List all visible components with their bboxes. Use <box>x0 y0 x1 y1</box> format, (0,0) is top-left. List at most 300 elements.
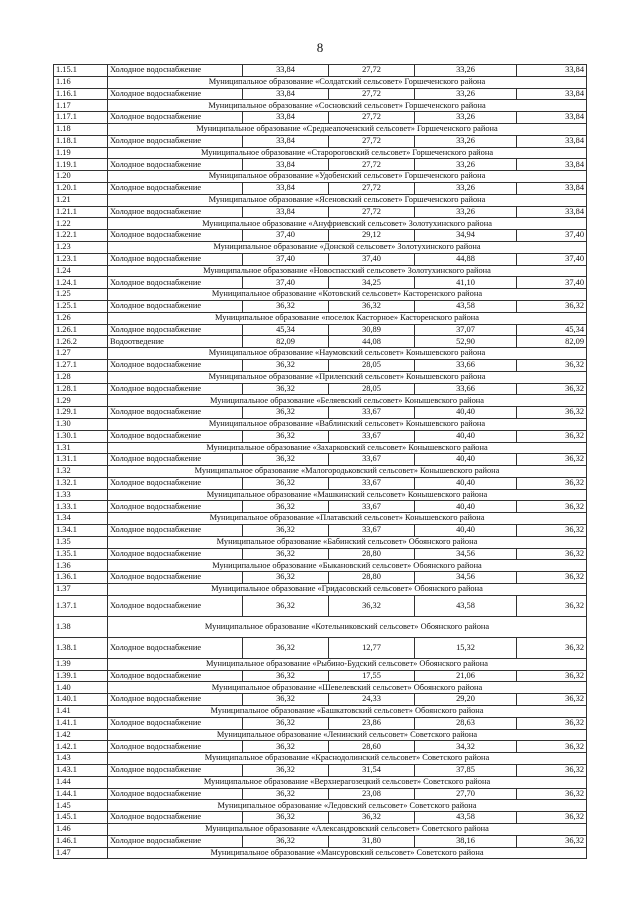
row-code: 1.40 <box>54 682 108 694</box>
municipality-name: Муниципальное образование «Башкатовский сельсовет» Обоянского района <box>108 706 587 718</box>
tariff-value-3: 21,06 <box>415 670 517 682</box>
municipality-heading-row <box>54 513 587 525</box>
tariff-value-1: 37,40 <box>243 253 329 265</box>
tariff-value-3: 34,56 <box>415 548 517 560</box>
municipality-name: Муниципальное образование «Ленинский сельсовет» Советского района <box>108 729 587 741</box>
row-code: 1.39 <box>54 658 108 670</box>
municipality-name: Муниципальное образование «Малогородьковский сельсовет» Конышевского района <box>108 466 587 478</box>
tariff-row <box>54 501 587 513</box>
row-code: 1.30 <box>54 418 108 430</box>
tariff-value-2: 27,72 <box>329 135 415 147</box>
tariff-value-3: 40,40 <box>415 525 517 537</box>
row-code: 1.27.1 <box>54 359 108 371</box>
service-name: Холодное водоснабжение <box>108 670 243 682</box>
row-code: 1.31.1 <box>54 454 108 466</box>
tariff-value-1: 36,32 <box>243 359 329 371</box>
tariff-row <box>54 454 587 466</box>
tariff-row <box>54 430 587 442</box>
municipality-heading-row <box>54 466 587 478</box>
tariff-row <box>54 88 587 100</box>
tariff-value-2: 33,67 <box>329 501 415 513</box>
tariff-value-3: 33,26 <box>415 159 517 171</box>
municipality-heading-row <box>54 171 587 183</box>
tariff-value-2: 28,05 <box>329 359 415 371</box>
tariff-value-3: 41,10 <box>415 277 517 289</box>
service-name: Холодное водоснабжение <box>108 595 243 616</box>
service-name: Холодное водоснабжение <box>108 230 243 242</box>
tariff-value-1: 36,32 <box>243 788 329 800</box>
row-code: 1.28.1 <box>54 383 108 395</box>
tariff-row <box>54 407 587 419</box>
tariff-value-3: 15,32 <box>415 637 517 658</box>
municipality-name: Муниципальное образование «Мансуровский сельсовет» Советского района <box>108 847 587 859</box>
service-name: Холодное водоснабжение <box>108 383 243 395</box>
tariff-value-3: 34,56 <box>415 572 517 584</box>
municipality-heading-row <box>54 489 587 501</box>
row-code: 1.47 <box>54 847 108 859</box>
tariff-value-3: 33,26 <box>415 65 517 77</box>
municipality-heading-row <box>54 729 587 741</box>
municipality-name: Муниципальное образование «Рыбино-Будский сельсовет» Обоянского района <box>108 658 587 670</box>
row-code: 1.40.1 <box>54 694 108 706</box>
tariff-value-2: 28,60 <box>329 741 415 753</box>
tariff-value-4: 36,32 <box>517 548 587 560</box>
tariff-value-2: 12,77 <box>329 637 415 658</box>
tariff-value-4: 36,32 <box>517 595 587 616</box>
tariff-value-4: 36,32 <box>517 501 587 513</box>
row-code: 1.16.1 <box>54 88 108 100</box>
tariff-value-1: 36,32 <box>243 835 329 847</box>
tariff-value-4: 33,84 <box>517 65 587 77</box>
service-name: Холодное водоснабжение <box>108 501 243 513</box>
service-name: Холодное водоснабжение <box>108 159 243 171</box>
municipality-heading-row <box>54 616 587 637</box>
page-number: 8 <box>316 40 324 55</box>
tariff-value-2: 31,80 <box>329 835 415 847</box>
tariff-value-2: 44,08 <box>329 336 415 348</box>
service-name: Холодное водоснабжение <box>108 812 243 824</box>
tariff-value-1: 45,34 <box>243 324 329 336</box>
municipality-name: Муниципальное образование «Ясеновский сельсовет» Горшеченского района <box>108 194 587 206</box>
municipality-name: Муниципальное образование «Ваблинский сельсовет» Конышевского района <box>108 418 587 430</box>
tariff-value-2: 27,72 <box>329 112 415 124</box>
tariff-value-2: 28,80 <box>329 572 415 584</box>
tariff-value-1: 33,84 <box>243 182 329 194</box>
service-name: Холодное водоснабжение <box>108 835 243 847</box>
tariff-row <box>54 112 587 124</box>
tariff-value-4: 37,40 <box>517 253 587 265</box>
tariff-value-3: 33,26 <box>415 206 517 218</box>
municipality-name: Муниципальное образование «Машкинский сельсовет» Конышевского района <box>108 489 587 501</box>
tariff-row <box>54 694 587 706</box>
service-name: Холодное водоснабжение <box>108 112 243 124</box>
tariff-value-3: 33,26 <box>415 112 517 124</box>
tariff-value-2: 27,72 <box>329 159 415 171</box>
tariff-value-2: 33,67 <box>329 454 415 466</box>
row-code: 1.43 <box>54 753 108 765</box>
service-name: Холодное водоснабжение <box>108 572 243 584</box>
tariff-value-4: 36,32 <box>517 454 587 466</box>
row-code: 1.27 <box>54 348 108 360</box>
tariff-value-4: 36,32 <box>517 741 587 753</box>
tariff-value-2: 24,33 <box>329 694 415 706</box>
service-name: Холодное водоснабжение <box>108 694 243 706</box>
tariff-value-2: 27,72 <box>329 65 415 77</box>
tariff-value-3: 28,63 <box>415 717 517 729</box>
tariff-value-3: 33,26 <box>415 135 517 147</box>
tariff-value-1: 37,40 <box>243 230 329 242</box>
tariff-value-1: 33,84 <box>243 159 329 171</box>
tariff-value-3: 44,88 <box>415 253 517 265</box>
municipality-name: Муниципальное образование «Прилепский сельсовет» Конышевского района <box>108 371 587 383</box>
tariff-value-1: 36,32 <box>243 670 329 682</box>
tariff-value-4: 36,32 <box>517 525 587 537</box>
tariff-value-3: 33,26 <box>415 88 517 100</box>
tariff-row <box>54 300 587 312</box>
tariff-value-1: 33,84 <box>243 65 329 77</box>
row-code: 1.33.1 <box>54 501 108 513</box>
row-code: 1.32.1 <box>54 477 108 489</box>
tariff-row <box>54 65 587 77</box>
tariff-value-3: 33,26 <box>415 182 517 194</box>
row-code: 1.23 <box>54 241 108 253</box>
row-code: 1.38.1 <box>54 637 108 658</box>
row-code: 1.17.1 <box>54 112 108 124</box>
tariff-value-2: 30,89 <box>329 324 415 336</box>
municipality-heading-row <box>54 847 587 859</box>
tariff-value-4: 36,32 <box>517 835 587 847</box>
row-code: 1.46 <box>54 824 108 836</box>
municipality-heading-row <box>54 824 587 836</box>
tariff-value-3: 52,90 <box>415 336 517 348</box>
row-code: 1.19.1 <box>54 159 108 171</box>
municipality-name: Муниципальное образование «Удобенский сельсовет» Горшеченского района <box>108 171 587 183</box>
tariff-row <box>54 788 587 800</box>
tariff-value-2: 34,25 <box>329 277 415 289</box>
municipality-heading-row <box>54 194 587 206</box>
tariff-value-2: 23,86 <box>329 717 415 729</box>
row-code: 1.37.1 <box>54 595 108 616</box>
row-code: 1.42.1 <box>54 741 108 753</box>
tariff-value-3: 29,20 <box>415 694 517 706</box>
service-name: Холодное водоснабжение <box>108 253 243 265</box>
service-name: Холодное водоснабжение <box>108 548 243 560</box>
tariff-value-1: 36,32 <box>243 812 329 824</box>
service-name: Холодное водоснабжение <box>108 788 243 800</box>
row-code: 1.43.1 <box>54 765 108 777</box>
tariff-value-2: 33,67 <box>329 477 415 489</box>
service-name: Холодное водоснабжение <box>108 454 243 466</box>
row-code: 1.29 <box>54 395 108 407</box>
tariff-value-4: 36,32 <box>517 477 587 489</box>
tariff-value-1: 36,32 <box>243 637 329 658</box>
tariff-table-body <box>54 65 587 859</box>
tariff-row <box>54 670 587 682</box>
municipality-heading-row <box>54 123 587 135</box>
municipality-name: Муниципальное образование «Беляевский сельсовет» Конышевского района <box>108 395 587 407</box>
row-code: 1.28 <box>54 371 108 383</box>
tariff-row <box>54 277 587 289</box>
service-name: Холодное водоснабжение <box>108 717 243 729</box>
tariff-value-4: 36,32 <box>517 359 587 371</box>
row-code: 1.45.1 <box>54 812 108 824</box>
row-code: 1.29.1 <box>54 407 108 419</box>
service-name: Холодное водоснабжение <box>108 135 243 147</box>
row-code: 1.26.2 <box>54 336 108 348</box>
tariff-value-4: 37,40 <box>517 230 587 242</box>
tariff-value-2: 17,55 <box>329 670 415 682</box>
row-code: 1.44 <box>54 776 108 788</box>
tariff-row <box>54 477 587 489</box>
row-code: 1.23.1 <box>54 253 108 265</box>
service-name: Холодное водоснабжение <box>108 88 243 100</box>
tariff-value-2: 29,12 <box>329 230 415 242</box>
row-code: 1.19 <box>54 147 108 159</box>
tariff-value-4: 36,32 <box>517 670 587 682</box>
service-name: Холодное водоснабжение <box>108 407 243 419</box>
tariff-value-3: 40,40 <box>415 454 517 466</box>
row-code: 1.34 <box>54 513 108 525</box>
municipality-name: Муниципальное образование «поселок Касторное» Касторенского района <box>108 312 587 324</box>
tariff-value-3: 43,58 <box>415 300 517 312</box>
service-name: Холодное водоснабжение <box>108 182 243 194</box>
row-code: 1.21 <box>54 194 108 206</box>
municipality-name: Муниципальное образование «Краснодолинский сельсовет» Советского района <box>108 753 587 765</box>
municipality-heading-row <box>54 371 587 383</box>
municipality-heading-row <box>54 289 587 301</box>
row-code: 1.42 <box>54 729 108 741</box>
municipality-heading-row <box>54 658 587 670</box>
municipality-name: Муниципальное образование «Наумовский сельсовет» Конышевского района <box>108 348 587 360</box>
municipality-name: Муниципальное образование «Захарковский сельсовет» Конышевского района <box>108 442 587 454</box>
tariff-value-1: 36,32 <box>243 717 329 729</box>
municipality-heading-row <box>54 147 587 159</box>
tariff-value-3: 37,85 <box>415 765 517 777</box>
tariff-row <box>54 359 587 371</box>
tariff-value-1: 82,09 <box>243 336 329 348</box>
row-code: 1.20 <box>54 171 108 183</box>
tariff-value-4: 33,84 <box>517 88 587 100</box>
tariff-row <box>54 637 587 658</box>
municipality-heading-row <box>54 100 587 112</box>
tariff-value-3: 37,07 <box>415 324 517 336</box>
municipality-name: Муниципальное образование «Сосновский сельсовет» Горшеченского района <box>108 100 587 112</box>
tariff-value-1: 33,84 <box>243 112 329 124</box>
row-code: 1.31 <box>54 442 108 454</box>
municipality-name: Муниципальное образование «Котельниковский сельсовет» Обоянского района <box>108 616 587 637</box>
tariff-value-4: 36,32 <box>517 788 587 800</box>
tariff-value-1: 36,32 <box>243 477 329 489</box>
tariff-value-3: 43,58 <box>415 595 517 616</box>
tariff-value-1: 36,32 <box>243 525 329 537</box>
municipality-name: Муниципальное образование «Бабинский сельсовет» Обоянского района <box>108 536 587 548</box>
row-code: 1.36 <box>54 560 108 572</box>
tariff-row <box>54 741 587 753</box>
municipality-heading-row <box>54 348 587 360</box>
service-name: Водоотведение <box>108 336 243 348</box>
service-name: Холодное водоснабжение <box>108 430 243 442</box>
tariff-value-1: 37,40 <box>243 277 329 289</box>
municipality-name: Муниципальное образование «Александровский сельсовет» Советского района <box>108 824 587 836</box>
row-code: 1.22.1 <box>54 230 108 242</box>
tariff-value-4: 36,32 <box>517 300 587 312</box>
tariff-value-2: 27,72 <box>329 206 415 218</box>
municipality-heading-row <box>54 776 587 788</box>
municipality-heading-row <box>54 682 587 694</box>
tariff-row <box>54 812 587 824</box>
service-name: Холодное водоснабжение <box>108 765 243 777</box>
municipality-heading-row <box>54 706 587 718</box>
tariff-row <box>54 572 587 584</box>
row-code: 1.15.1 <box>54 65 108 77</box>
service-name: Холодное водоснабжение <box>108 359 243 371</box>
tariff-row <box>54 206 587 218</box>
tariff-row <box>54 525 587 537</box>
municipality-heading-row <box>54 395 587 407</box>
tariff-value-2: 31,54 <box>329 765 415 777</box>
tariff-row <box>54 383 587 395</box>
row-code: 1.17 <box>54 100 108 112</box>
row-code: 1.18 <box>54 123 108 135</box>
tariff-value-3: 40,40 <box>415 477 517 489</box>
row-code: 1.41.1 <box>54 717 108 729</box>
municipality-heading-row <box>54 536 587 548</box>
municipality-heading-row <box>54 312 587 324</box>
tariff-value-2: 37,40 <box>329 253 415 265</box>
tariff-value-3: 40,40 <box>415 501 517 513</box>
municipality-name: Муниципальное образование «Гридасовский сельсовет» Обоянского района <box>108 584 587 596</box>
tariff-value-1: 36,32 <box>243 548 329 560</box>
tariff-row <box>54 548 587 560</box>
tariff-row <box>54 159 587 171</box>
tariff-value-4: 45,34 <box>517 324 587 336</box>
row-code: 1.22 <box>54 218 108 230</box>
tariff-value-2: 33,67 <box>329 430 415 442</box>
row-code: 1.39.1 <box>54 670 108 682</box>
row-code: 1.30.1 <box>54 430 108 442</box>
tariff-table <box>53 64 587 859</box>
municipality-heading-row <box>54 265 587 277</box>
row-code: 1.33 <box>54 489 108 501</box>
tariff-value-1: 36,32 <box>243 694 329 706</box>
municipality-name: Муниципальное образование «Шевелевский сельсовет» Обоянского района <box>108 682 587 694</box>
tariff-value-2: 33,67 <box>329 525 415 537</box>
tariff-value-3: 33,66 <box>415 383 517 395</box>
row-code: 1.34.1 <box>54 525 108 537</box>
tariff-value-4: 36,32 <box>517 694 587 706</box>
tariff-value-4: 36,32 <box>517 717 587 729</box>
row-code: 1.35.1 <box>54 548 108 560</box>
service-name: Холодное водоснабжение <box>108 65 243 77</box>
tariff-value-2: 33,67 <box>329 407 415 419</box>
row-code: 1.38 <box>54 616 108 637</box>
service-name: Холодное водоснабжение <box>108 300 243 312</box>
tariff-value-4: 37,40 <box>517 277 587 289</box>
tariff-value-4: 36,32 <box>517 572 587 584</box>
row-code: 1.37 <box>54 584 108 596</box>
tariff-value-2: 23,08 <box>329 788 415 800</box>
tariff-value-4: 36,32 <box>517 383 587 395</box>
tariff-value-1: 36,32 <box>243 741 329 753</box>
tariff-value-3: 27,70 <box>415 788 517 800</box>
tariff-value-2: 36,32 <box>329 595 415 616</box>
tariff-value-3: 43,58 <box>415 812 517 824</box>
tariff-value-2: 28,80 <box>329 548 415 560</box>
tariff-value-2: 36,32 <box>329 812 415 824</box>
tariff-row <box>54 324 587 336</box>
row-code: 1.16 <box>54 76 108 88</box>
row-code: 1.44.1 <box>54 788 108 800</box>
tariff-value-1: 36,32 <box>243 430 329 442</box>
municipality-heading-row <box>54 218 587 230</box>
municipality-heading-row <box>54 800 587 812</box>
service-name: Холодное водоснабжение <box>108 206 243 218</box>
tariff-row <box>54 230 587 242</box>
tariff-row <box>54 835 587 847</box>
tariff-value-1: 36,32 <box>243 407 329 419</box>
tariff-row <box>54 765 587 777</box>
municipality-name: Муниципальное образование «Донской сельсовет» Золотухинского района <box>108 241 587 253</box>
tariff-value-1: 33,84 <box>243 135 329 147</box>
tariff-value-3: 40,40 <box>415 430 517 442</box>
municipality-heading-row <box>54 241 587 253</box>
tariff-value-1: 36,32 <box>243 572 329 584</box>
row-code: 1.25 <box>54 289 108 301</box>
municipality-name: Муниципальное образование «Новоспасский сельсовет» Золотухинского района <box>108 265 587 277</box>
municipality-name: Муниципальное образование «Среднеапоченский сельсовет» Горшеченского района <box>108 123 587 135</box>
tariff-row <box>54 135 587 147</box>
tariff-value-2: 36,32 <box>329 300 415 312</box>
row-code: 1.21.1 <box>54 206 108 218</box>
row-code: 1.26 <box>54 312 108 324</box>
tariff-value-4: 33,84 <box>517 112 587 124</box>
municipality-name: Муниципальное образование «Платавский сельсовет» Конышевского района <box>108 513 587 525</box>
tariff-value-2: 27,72 <box>329 182 415 194</box>
municipality-name: Муниципальное образование «Котовский сельсовет» Касторенского района <box>108 289 587 301</box>
tariff-value-3: 34,94 <box>415 230 517 242</box>
row-code: 1.26.1 <box>54 324 108 336</box>
tariff-row <box>54 182 587 194</box>
row-code: 1.18.1 <box>54 135 108 147</box>
service-name: Холодное водоснабжение <box>108 637 243 658</box>
tariff-value-1: 36,32 <box>243 454 329 466</box>
service-name: Холодное водоснабжение <box>108 477 243 489</box>
tariff-value-2: 28,05 <box>329 383 415 395</box>
tariff-value-4: 36,32 <box>517 765 587 777</box>
tariff-value-3: 38,16 <box>415 835 517 847</box>
tariff-value-1: 33,84 <box>243 88 329 100</box>
municipality-name: Муниципальное образование «Ануфриевский сельсовет» Золотухинского района <box>108 218 587 230</box>
tariff-value-4: 36,32 <box>517 812 587 824</box>
row-code: 1.32 <box>54 466 108 478</box>
service-name: Холодное водоснабжение <box>108 324 243 336</box>
row-code: 1.24 <box>54 265 108 277</box>
row-code: 1.36.1 <box>54 572 108 584</box>
tariff-row <box>54 595 587 616</box>
tariff-value-1: 36,32 <box>243 595 329 616</box>
service-name: Холодное водоснабжение <box>108 277 243 289</box>
row-code: 1.41 <box>54 706 108 718</box>
service-name: Холодное водоснабжение <box>108 525 243 537</box>
row-code: 1.25.1 <box>54 300 108 312</box>
tariff-value-3: 40,40 <box>415 407 517 419</box>
service-name: Холодное водоснабжение <box>108 741 243 753</box>
tariff-row <box>54 253 587 265</box>
tariff-value-4: 33,84 <box>517 182 587 194</box>
row-code: 1.20.1 <box>54 182 108 194</box>
municipality-name: Муниципальное образование «Солдатский сельсовет» Горшеченского района <box>108 76 587 88</box>
municipality-name: Муниципальное образование «Верхнерагозецкий сельсовет» Советского района <box>108 776 587 788</box>
